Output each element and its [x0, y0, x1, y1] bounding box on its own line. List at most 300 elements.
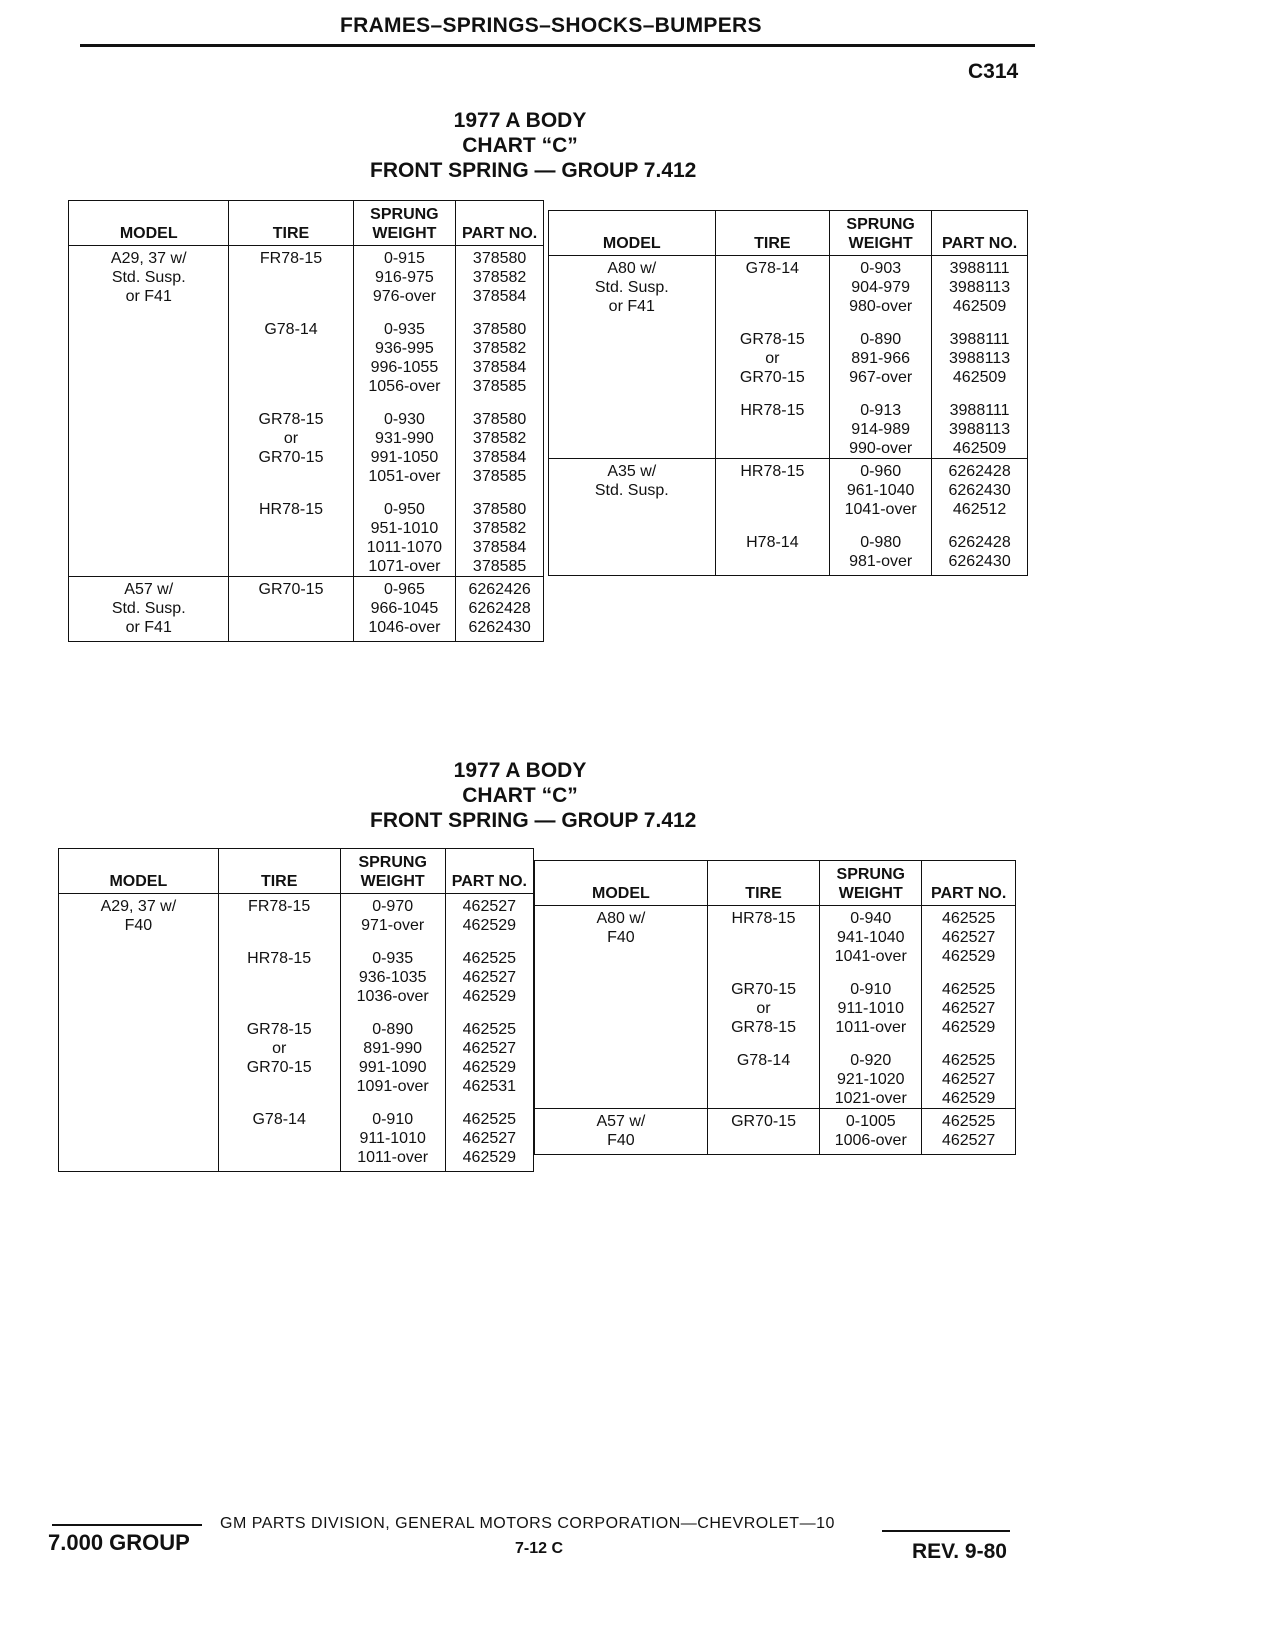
part-number-value: 378584: [472, 359, 527, 376]
part-number-value: 462529: [462, 1149, 517, 1166]
sprung-weight-cell: [353, 486, 456, 577]
tire-cell: [218, 1096, 340, 1167]
model-cell: [549, 459, 716, 520]
sprung-weight-value: 0-935: [383, 321, 425, 338]
part-number-value: 378582: [472, 430, 527, 447]
part-number-value: 3988111: [949, 331, 1010, 348]
tire-text: or: [283, 430, 299, 447]
column-header-part: [932, 211, 1028, 256]
part-number-value: 462525: [941, 910, 996, 927]
column-header-text: PART NO.: [461, 225, 538, 242]
model-cell: [69, 486, 229, 577]
table-row: [535, 966, 1016, 1037]
sprung-weight-value: 936-995: [375, 340, 434, 357]
sprung-weight-value: 991-1050: [370, 449, 439, 466]
model-cell: [69, 577, 229, 638]
part-number-cell: [445, 1006, 533, 1096]
part-number-cell: [922, 1037, 1016, 1109]
part-number-cell: [456, 306, 544, 396]
part-number-cell: [932, 519, 1028, 571]
part-number-cell: [932, 387, 1028, 459]
table-row: [69, 486, 544, 577]
sprung-weight-cell: [353, 396, 456, 486]
column-header-text: TIRE: [754, 235, 791, 252]
tire-cell: [715, 256, 830, 317]
table-row: [59, 1096, 534, 1167]
part-number-value: 378580: [472, 321, 527, 338]
tire-text: G78-14: [736, 1052, 791, 1069]
part-number-value: 6262428: [468, 600, 531, 617]
sprung-weight-value: 1021-over: [834, 1090, 907, 1107]
sprung-weight-value: 0-980: [860, 534, 902, 551]
tire-cell: [715, 316, 830, 387]
model-cell: [549, 316, 716, 387]
table-row: [69, 396, 544, 486]
part-number-value: 462527: [462, 1130, 517, 1147]
sprung-weight-value: 0-960: [860, 463, 902, 480]
part-number-value: 378584: [472, 288, 527, 305]
model-cell: [69, 246, 229, 307]
sprung-weight-value: 1046-over: [368, 619, 441, 636]
sprung-weight-value: 1051-over: [368, 468, 441, 485]
sprung-weight-cell: [830, 256, 932, 317]
sprung-weight-value: 0-903: [860, 260, 902, 277]
model-text: A29, 37 w/: [110, 250, 187, 267]
part-number-value: 378585: [472, 468, 527, 485]
column-header-tire: [229, 201, 353, 246]
column-header-part: [922, 861, 1016, 906]
sprung-weight-value: 1036-over: [356, 988, 429, 1005]
sprung-weight-value: 914-989: [851, 421, 910, 438]
tire-text: GR78-15: [731, 1019, 796, 1036]
column-header-part: [445, 849, 533, 894]
part-number-value: 378580: [472, 501, 527, 518]
part-number-value: 462529: [941, 1090, 996, 1107]
tire-text: GR78-15: [246, 1021, 312, 1038]
tire-text: HR78-15: [247, 950, 312, 967]
tire-text: GR70-15: [731, 1113, 796, 1130]
sprung-weight-value: 1011-over: [357, 1149, 429, 1166]
model-cell: [535, 1037, 708, 1109]
column-header-text: SPRUNG: [358, 854, 427, 871]
tire-text: GR78-15: [739, 331, 805, 348]
part-number-value: 6262428: [948, 463, 1011, 480]
column-header-text: WEIGHT: [838, 885, 903, 902]
column-header-weight: [830, 211, 932, 256]
part-number-value: 462527: [941, 1000, 996, 1017]
sprung-weight-value: 1011-1070: [366, 539, 443, 556]
part-number-value: 462509: [952, 369, 1007, 386]
model-cell: [59, 1006, 219, 1096]
model-text: A35 w/: [607, 463, 657, 480]
tire-text: or: [765, 350, 780, 367]
sprung-weight-value: 996-1055: [370, 359, 439, 376]
part-number-cell: [932, 316, 1028, 387]
sprung-weight-value: 0-920: [850, 1052, 892, 1069]
part-number-value: 378582: [472, 340, 527, 357]
part-number-value: 462527: [941, 1132, 996, 1149]
part-number-value: 462529: [941, 948, 996, 965]
column-header-text: TIRE: [272, 225, 310, 242]
sprung-weight-value: 0-930: [383, 411, 425, 428]
part-number-value: 6262430: [948, 553, 1011, 570]
part-number-value: 3988113: [949, 421, 1011, 438]
chart1-left-table: [68, 200, 544, 642]
column-header-text: WEIGHT: [848, 235, 913, 252]
tire-text: G78-14: [252, 1111, 306, 1128]
footer-page-number: 7-12 C: [515, 1540, 564, 1557]
part-number-value: 462527: [462, 898, 517, 915]
model-text: A57 w/: [124, 581, 174, 598]
column-header-text: PART NO.: [451, 873, 527, 890]
tire-text: FR78-15: [248, 898, 311, 915]
chart2-right-table: [534, 860, 1016, 1155]
column-header-part: [456, 201, 544, 246]
table-row: [535, 1037, 1016, 1109]
tire-cell: [218, 1006, 340, 1096]
tire-text: or: [756, 1000, 771, 1017]
model-text: A57 w/: [596, 1113, 646, 1130]
part-number-value: 462525: [462, 1021, 517, 1038]
column-header-text: MODEL: [109, 873, 168, 890]
sprung-weight-value: 0-910: [372, 1111, 414, 1128]
footer-group: 7.000 GROUP: [48, 1530, 190, 1555]
model-text: or F41: [125, 288, 172, 305]
sprung-weight-value: 1091-over: [356, 1078, 429, 1095]
tire-text: HR78-15: [740, 402, 805, 419]
sprung-weight-cell: [340, 935, 445, 1006]
column-header-model: [69, 201, 229, 246]
column-header-text: SPRUNG: [846, 216, 915, 233]
part-number-value: 378582: [472, 520, 527, 537]
tire-cell: [229, 486, 353, 577]
part-number-cell: [456, 486, 544, 577]
sprung-weight-cell: [340, 894, 445, 936]
table-row: [549, 459, 1028, 520]
footer-rule-left: [52, 1524, 202, 1526]
table-row: [59, 935, 534, 1006]
sprung-weight-cell: [830, 459, 932, 520]
model-cell: [549, 387, 716, 459]
tire-cell: [707, 1109, 819, 1151]
chart1-title-line1: 1977 A BODY: [453, 109, 587, 132]
table-row: [535, 906, 1016, 967]
tire-cell: [715, 387, 830, 459]
part-number-value: 6262430: [948, 482, 1011, 499]
model-text: Std. Susp.: [594, 279, 669, 296]
part-number-value: 462525: [941, 1113, 996, 1130]
column-header-tire: [715, 211, 830, 256]
part-number-value: 378580: [472, 250, 527, 267]
part-number-cell: [922, 906, 1016, 967]
part-number-cell: [456, 246, 544, 307]
part-number-value: 6262428: [948, 534, 1011, 551]
part-number-value: 3988111: [949, 402, 1010, 419]
sprung-weight-value: 966-1045: [370, 600, 439, 617]
part-number-value: 3988113: [949, 279, 1011, 296]
model-text: F40: [607, 1132, 635, 1149]
part-number-value: 462525: [462, 950, 517, 967]
sprung-weight-value: 0-935: [372, 950, 414, 967]
tire-text: or: [272, 1040, 287, 1057]
model-text: A29, 37 w/: [100, 898, 177, 915]
part-number-value: 6262430: [468, 619, 531, 636]
sprung-weight-cell: [830, 387, 932, 459]
table-row: [549, 316, 1028, 387]
table-row: [59, 1006, 534, 1096]
sprung-weight-cell: [820, 906, 922, 967]
sprung-weight-value: 0-950: [383, 501, 425, 518]
tire-cell: [229, 396, 353, 486]
part-number-value: 462531: [462, 1078, 517, 1095]
column-header-tire: [218, 849, 340, 894]
tire-text: G78-14: [264, 321, 318, 338]
part-number-cell: [456, 577, 544, 638]
tire-cell: [218, 894, 340, 936]
sprung-weight-cell: [830, 316, 932, 387]
sprung-weight-value: 0-890: [372, 1021, 414, 1038]
column-header-text: MODEL: [592, 885, 650, 902]
sprung-weight-value: 891-990: [363, 1040, 423, 1057]
sprung-weight-cell: [353, 246, 456, 307]
column-header-text: PART NO.: [941, 235, 1018, 252]
sprung-weight-value: 990-over: [849, 440, 913, 457]
column-header-text: MODEL: [602, 235, 661, 252]
table-row: [69, 306, 544, 396]
sprung-weight-value: 1041-over: [844, 501, 917, 518]
part-number-value: 462529: [462, 988, 517, 1005]
sprung-weight-cell: [353, 577, 456, 638]
part-number-value: 3988113: [949, 350, 1011, 367]
model-text: Std. Susp.: [111, 269, 186, 286]
part-number-cell: [456, 396, 544, 486]
part-number-value: 378585: [472, 558, 527, 575]
sprung-weight-value: 1056-over: [368, 378, 441, 395]
chart1-title-line3: FRONT SPRING — GROUP 7.412: [370, 159, 697, 182]
sprung-weight-value: 0-910: [850, 981, 892, 998]
chart2-title-line1: 1977 A BODY: [453, 759, 587, 782]
model-text: F40: [607, 929, 635, 946]
sprung-weight-value: 904-979: [851, 279, 910, 296]
part-number-cell: [445, 935, 533, 1006]
sprung-weight-value: 0-970: [372, 898, 414, 915]
sprung-weight-value: 991-1090: [358, 1059, 427, 1076]
table-row: [69, 577, 544, 638]
chart2-title-line2: CHART “C”: [462, 784, 578, 807]
tire-text: HR78-15: [740, 463, 805, 480]
part-number-cell: [922, 966, 1016, 1037]
part-number-value: 462512: [952, 501, 1007, 518]
tire-text: G78-14: [745, 260, 800, 277]
part-number-value: 462529: [462, 917, 517, 934]
part-number-cell: [445, 894, 533, 936]
part-number-value: 378584: [472, 539, 527, 556]
sprung-weight-value: 1041-over: [834, 948, 907, 965]
sprung-weight-cell: [340, 1096, 445, 1167]
column-header-text: MODEL: [119, 225, 178, 242]
sprung-weight-value: 1071-over: [368, 558, 441, 575]
sprung-weight-value: 0-1005: [845, 1113, 896, 1130]
column-header-model: [59, 849, 219, 894]
sprung-weight-value: 961-1040: [846, 482, 915, 499]
column-header-text: TIRE: [745, 885, 782, 902]
model-cell: [535, 966, 708, 1037]
model-text: or F41: [125, 619, 172, 636]
tire-cell: [229, 577, 353, 638]
tire-text: HR78-15: [731, 910, 796, 927]
column-header-model: [535, 861, 708, 906]
part-number-value: 462525: [462, 1111, 517, 1128]
model-cell: [59, 894, 219, 936]
part-number-value: 462529: [462, 1059, 517, 1076]
tire-text: HR78-15: [259, 501, 324, 518]
part-number-value: 378582: [472, 269, 527, 286]
tire-cell: [707, 1037, 819, 1109]
sprung-weight-value: 1011-over: [835, 1019, 907, 1036]
sprung-weight-value: 0-940: [850, 910, 892, 927]
sprung-weight-cell: [830, 519, 932, 571]
sprung-weight-cell: [340, 1006, 445, 1096]
sprung-weight-value: 911-1010: [359, 1130, 426, 1147]
section-title: FRAMES–SPRINGS–SHOCKS–BUMPERS: [340, 14, 762, 37]
tire-text: GR78-15: [258, 411, 324, 428]
model-cell: [69, 396, 229, 486]
table-row: [549, 256, 1028, 317]
sprung-weight-cell: [820, 1109, 922, 1151]
part-number-value: 462529: [941, 1019, 996, 1036]
sprung-weight-value: 0-965: [383, 581, 425, 598]
part-number-value: 462509: [952, 440, 1007, 457]
model-cell: [59, 935, 219, 1006]
tire-text: FR78-15: [259, 250, 323, 267]
part-number-value: 462525: [941, 981, 996, 998]
part-number-value: 462509: [952, 298, 1007, 315]
sprung-weight-cell: [820, 966, 922, 1037]
model-text: A80 w/: [596, 910, 646, 927]
tire-text: GR70-15: [739, 369, 805, 386]
tire-text: GR70-15: [246, 1059, 312, 1076]
column-header-text: PART NO.: [931, 885, 1007, 902]
sprung-weight-value: 921-1020: [836, 1071, 905, 1088]
sprung-weight-value: 931-990: [375, 430, 434, 447]
model-cell: [549, 519, 716, 571]
model-cell: [549, 256, 716, 317]
part-number-value: 462527: [462, 1040, 517, 1057]
sprung-weight-value: 941-1040: [836, 929, 905, 946]
model-text: A80 w/: [607, 260, 657, 277]
sprung-weight-value: 911-1010: [837, 1000, 904, 1017]
model-cell: [59, 1096, 219, 1167]
column-header-text: TIRE: [260, 873, 298, 890]
sprung-weight-value: 0-890: [860, 331, 902, 348]
tire-cell: [229, 246, 353, 307]
sprung-weight-cell: [820, 1037, 922, 1109]
sprung-weight-value: 936-1035: [358, 969, 427, 986]
sprung-weight-value: 976-over: [372, 288, 436, 305]
table-row: [59, 894, 534, 936]
tire-text: GR70-15: [731, 981, 796, 998]
model-cell: [535, 1109, 708, 1151]
tire-cell: [229, 306, 353, 396]
page-code: C314: [968, 60, 1019, 83]
part-number-cell: [445, 1096, 533, 1167]
sprung-weight-value: 916-975: [375, 269, 434, 286]
chart1-heading: [370, 108, 697, 183]
part-number-value: 462527: [462, 969, 517, 986]
tire-text: GR70-15: [258, 449, 324, 466]
model-text: or F41: [608, 298, 655, 315]
sprung-weight-value: 0-913: [860, 402, 902, 419]
table-row: [549, 519, 1028, 571]
sprung-weight-value: 980-over: [849, 298, 913, 315]
chart2-heading: [370, 758, 697, 833]
column-header-weight: [820, 861, 922, 906]
column-header-text: SPRUNG: [370, 206, 439, 223]
tire-text: GR70-15: [258, 581, 324, 598]
part-number-value: 3988111: [949, 260, 1010, 277]
model-text: Std. Susp.: [594, 482, 669, 499]
sprung-weight-value: 951-1010: [370, 520, 439, 537]
sprung-weight-value: 967-over: [849, 369, 913, 386]
tire-text: H78-14: [746, 534, 799, 551]
tire-cell: [218, 935, 340, 1006]
sprung-weight-value: 891-966: [851, 350, 910, 367]
model-cell: [69, 306, 229, 396]
footer-division: GM PARTS DIVISION, GENERAL MOTORS CORPORATION—CHEVROLET—10: [220, 1515, 835, 1532]
tire-cell: [715, 519, 830, 571]
column-header-weight: [340, 849, 445, 894]
column-header-text: SPRUNG: [836, 866, 905, 883]
sprung-weight-cell: [353, 306, 456, 396]
part-number-value: 378580: [472, 411, 527, 428]
footer-revision: REV. 9-80: [912, 1540, 1007, 1563]
tire-cell: [707, 966, 819, 1037]
table-row: [69, 246, 544, 307]
header-rule: [80, 44, 1035, 47]
column-header-text: WEIGHT: [360, 873, 425, 890]
footer-rule-right: [882, 1530, 1010, 1532]
tire-cell: [715, 459, 830, 520]
sprung-weight-value: 1006-over: [834, 1132, 907, 1149]
chart1-right-table: [548, 210, 1028, 576]
part-number-value: 462527: [941, 929, 996, 946]
sprung-weight-value: 981-over: [849, 553, 913, 570]
model-cell: [535, 906, 708, 967]
column-header-model: [549, 211, 716, 256]
model-text: Std. Susp.: [111, 600, 186, 617]
chart2-left-table: [58, 848, 534, 1172]
chart2-title-line3: FRONT SPRING — GROUP 7.412: [370, 809, 697, 832]
chart1-title-line2: CHART “C”: [462, 134, 578, 157]
part-number-value: 6262426: [468, 581, 531, 598]
sprung-weight-value: 971-over: [361, 917, 425, 934]
part-number-cell: [932, 256, 1028, 317]
tire-cell: [707, 906, 819, 967]
column-header-text: WEIGHT: [372, 225, 437, 242]
part-number-value: 378584: [472, 449, 527, 466]
part-number-cell: [922, 1109, 1016, 1151]
table-row: [535, 1109, 1016, 1151]
column-header-weight: [353, 201, 456, 246]
model-text: F40: [124, 917, 153, 934]
table-row: [549, 387, 1028, 459]
part-number-cell: [932, 459, 1028, 520]
sprung-weight-value: 0-915: [383, 250, 425, 267]
part-number-value: 462527: [941, 1071, 996, 1088]
part-number-value: 462525: [941, 1052, 996, 1069]
part-number-value: 378585: [472, 378, 527, 395]
column-header-tire: [707, 861, 819, 906]
